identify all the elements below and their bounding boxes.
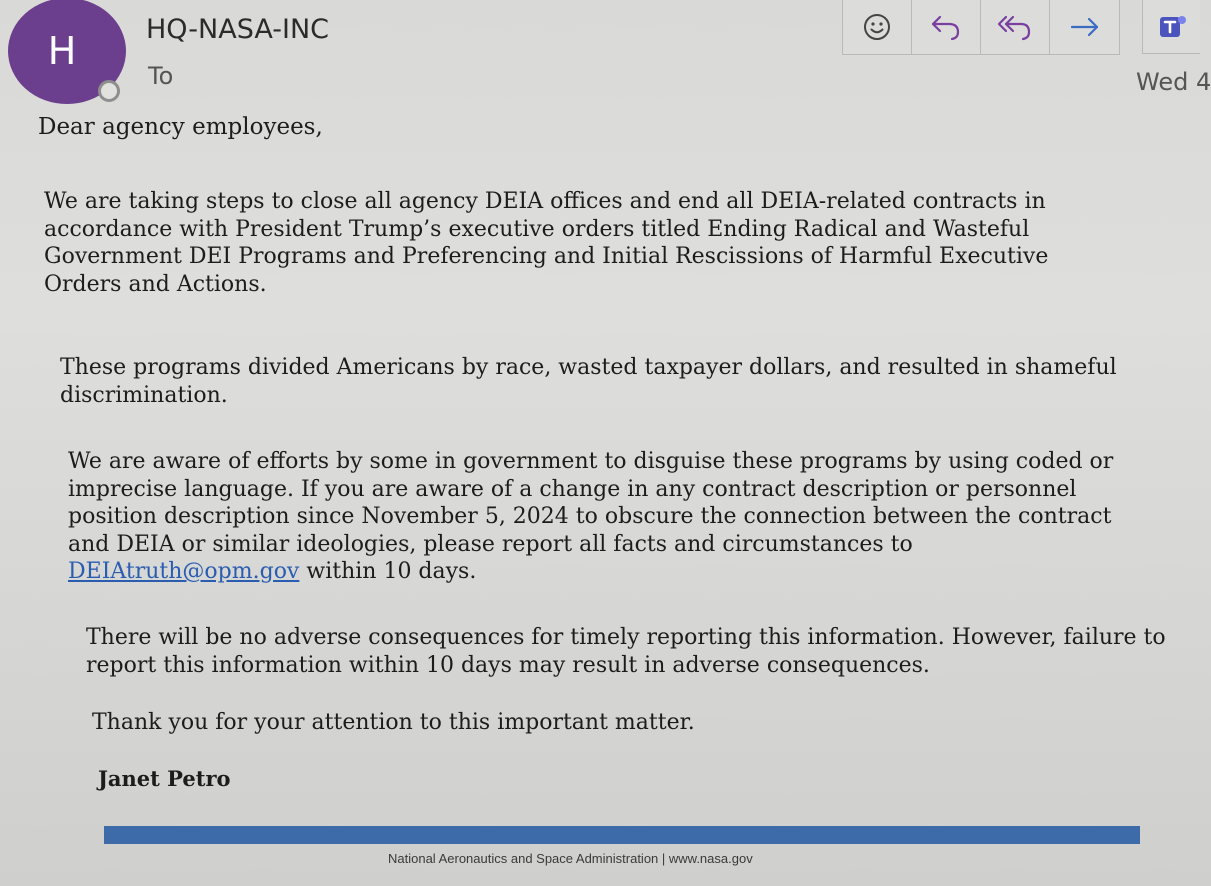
paragraph-line: These programs divided Americans by race, wasted taxpayer dollars, and resulted in shameful <box>60 355 1117 380</box>
message-toolbar <box>842 0 1120 55</box>
footer-bar <box>104 826 1140 844</box>
forward-icon <box>1068 12 1102 42</box>
reply-icon <box>929 12 963 42</box>
email-paragraph-3 <box>68 448 1113 586</box>
email-closing: Thank you for your attention to this important matter. <box>92 710 695 735</box>
paragraph-line: discrimination. <box>60 382 228 408</box>
paragraph-line: accordance with President Trump’s executive orders titled Ending Radical and Wasteful <box>44 216 1030 242</box>
paragraph-line <box>68 558 1113 586</box>
paragraph-tail: within 10 days. <box>299 559 477 584</box>
email-paragraph-2 <box>60 354 1117 409</box>
email-paragraph-4 <box>86 624 1166 679</box>
emoji-reaction-button[interactable] <box>843 0 912 54</box>
sender-name[interactable]: HQ-NASA-INC <box>146 14 329 45</box>
forward-button[interactable] <box>1050 0 1119 54</box>
reply-all-icon <box>996 12 1034 42</box>
paragraph-line: Orders and Actions. <box>44 271 267 297</box>
email-paragraph-1 <box>44 188 1048 298</box>
reply-all-button[interactable] <box>981 0 1050 54</box>
paragraph-line: imprecise language. If you are aware of a change in any contract description or personnel <box>68 476 1077 502</box>
received-date: Wed 4 <box>1136 68 1211 96</box>
email-signature: Janet Petro <box>98 766 231 791</box>
paragraph-line: We are aware of efforts by some in government to disguise these programs by using coded or <box>68 449 1114 474</box>
presence-status-icon <box>98 80 120 102</box>
footer-text: National Aeronautics and Space Administration | www.nasa.gov <box>388 851 753 866</box>
teams-button[interactable] <box>1142 0 1200 54</box>
teams-icon <box>1156 11 1188 43</box>
paragraph-line: and DEIA or similar ideologies, please report all facts and circumstances to <box>68 531 913 557</box>
report-email-link[interactable]: DEIAtruth@opm.gov <box>68 559 300 584</box>
to-label: To <box>148 62 174 90</box>
paragraph-line: There will be no adverse consequences for timely reporting this information. However, failure to <box>86 625 1166 650</box>
paragraph-line: position description since November 5, 2024 to obscure the connection between the contract <box>68 504 1112 529</box>
avatar-initial: H <box>47 29 77 73</box>
email-greeting: Dear agency employees, <box>38 114 323 140</box>
paragraph-line: report this information within 10 days may result in adverse consequences. <box>86 652 930 678</box>
paragraph-line: Government DEI Programs and Preferencing and Initial Rescissions of Harmful Executive <box>44 244 1049 269</box>
paragraph-line: We are taking steps to close all agency DEIA offices and end all DEIA-related contracts in <box>44 189 1046 214</box>
reply-button[interactable] <box>912 0 981 54</box>
emoji-icon <box>862 12 892 42</box>
